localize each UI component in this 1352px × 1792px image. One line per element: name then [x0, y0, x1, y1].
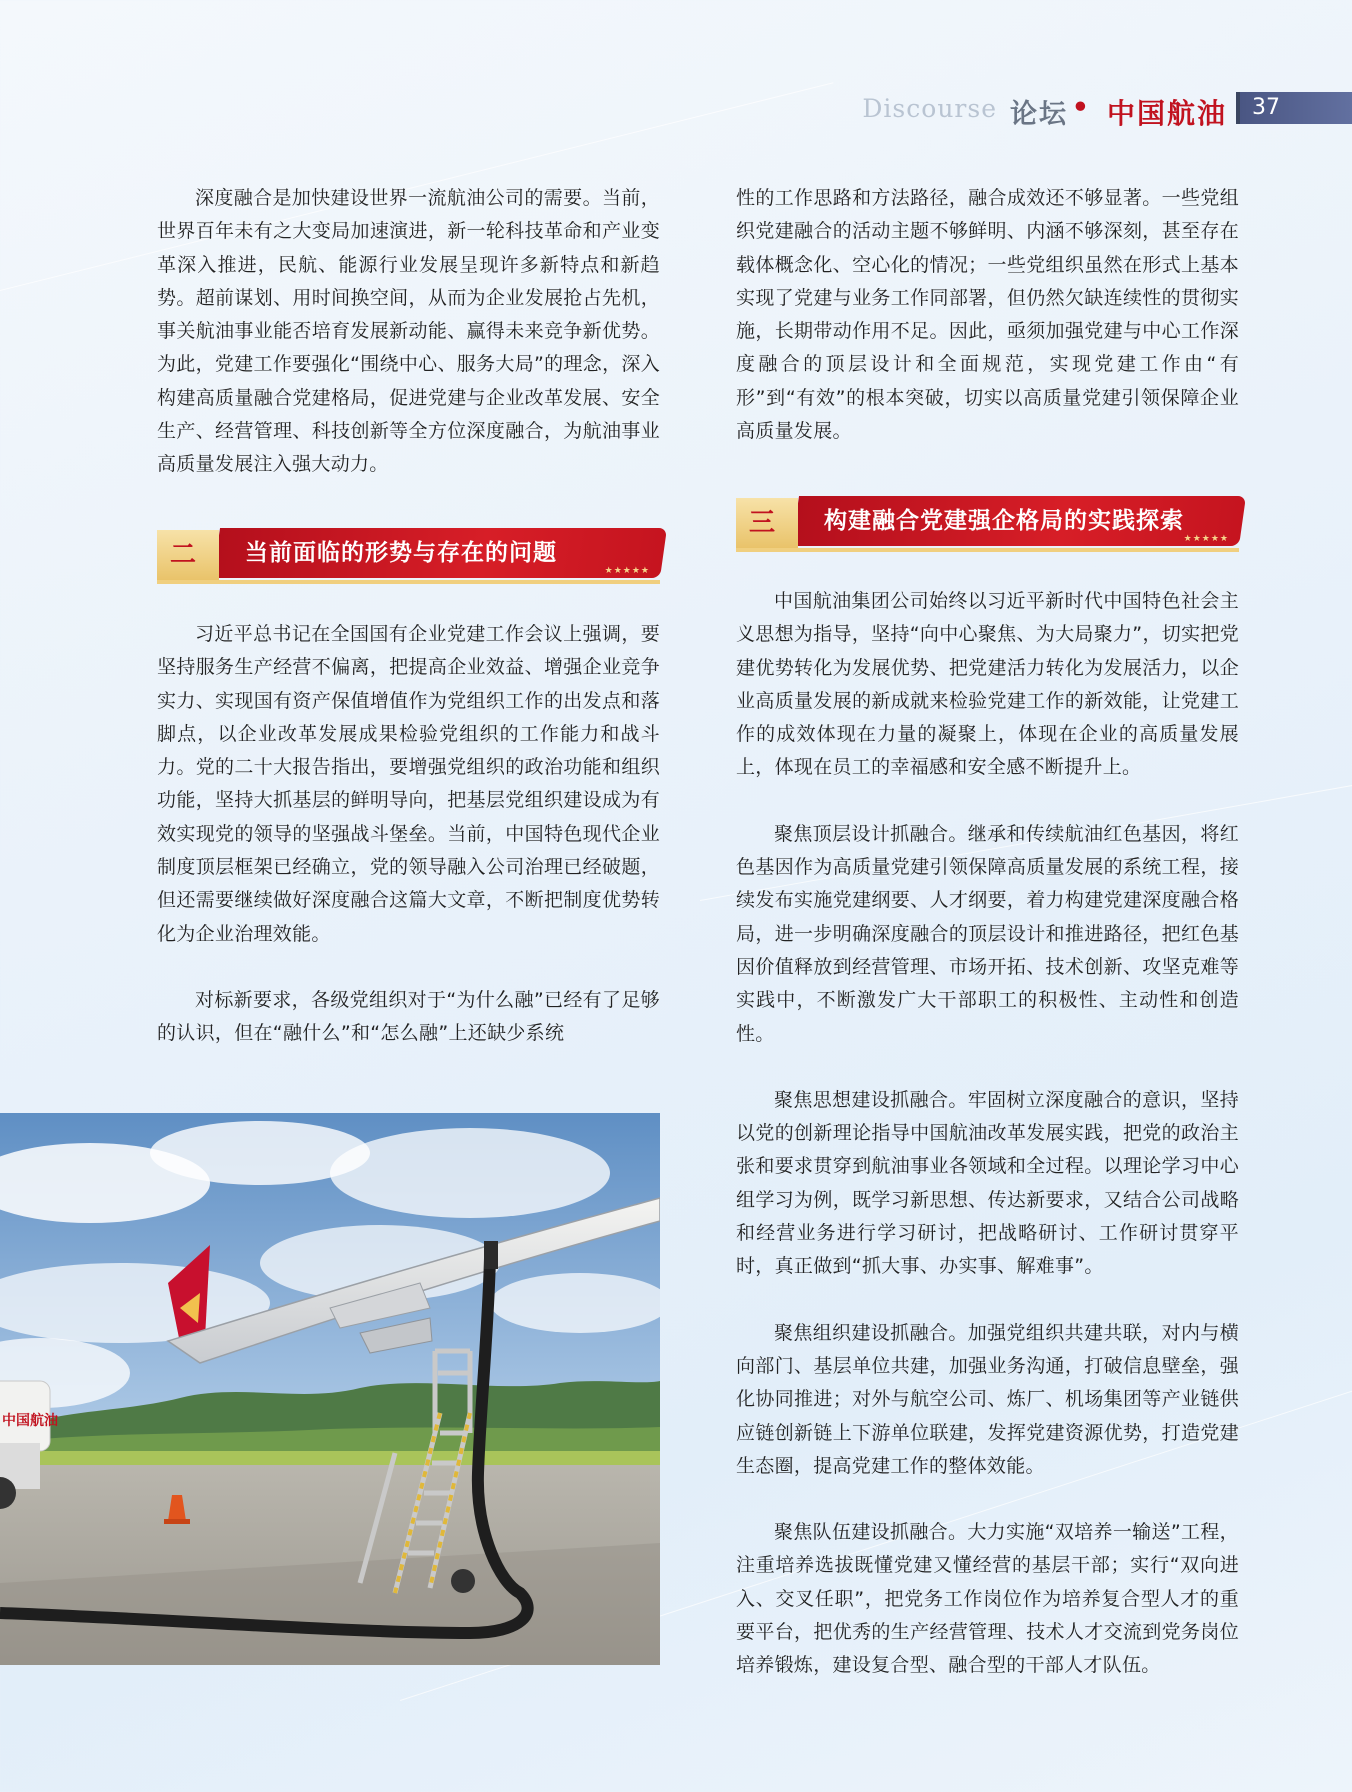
section-number-badge — [736, 498, 798, 548]
tanker-label: 中国航油 — [2, 1413, 58, 1429]
section-number-badge — [157, 530, 219, 580]
left-column-intro — [157, 182, 660, 482]
paragraph: 聚焦队伍建设抓融合。大力实施“双培养一输送”工程，注重培养选拔既懂党建又懂经营的基层干部；实行“双向进入、交叉任职”，把党务工作岗位作为培养复合型人才的重要平台，把优秀的生产经营管理、技术人才交流到党务岗位培养锻炼，建设复合型、融合型的干部人才队伍。 — [736, 1521, 1239, 1677]
magazine-brand: 中国航油 — [1106, 97, 1227, 130]
section-title: 当前面临的形势与存在的问题 — [245, 540, 557, 566]
section-banner-3 — [736, 496, 1239, 548]
paragraph: 习近平总书记在全国国有企业党建工作会议上强调，要坚持服务生产经营不偏离，把提高企业效益、增强企业竞争实力、实现国有资产保值增值作为党组织工作的出发点和落脚点，以企业改革发展成果检验党组织的工作能力和战斗力。党的二十大报告指出，要增强党组织的政治功能和组织功能，坚持大抓基层的鲜明导向，把基层党组织建设成为有效实现党的领导的坚强战斗堡垒。当前，中国特色现代企业制度顶层框架已经确立，党的领导融入公司治理已经破题，但还需要继续做好深度融合这篇大文章，不断把制度优势转化为企业治理效能。 — [157, 623, 660, 945]
paragraph: 性的工作思路和方法路径，融合成效还不够显著。一些党组织党建融合的活动主题不够鲜明、内涵不够深刻，甚至存在载体概念化、空心化的情况；一些党组织虽然在形式上基本实现了党建与业务工作同部署，但仍然欠缺连续性的贯彻实施，长期带动作用不足。因此，亟须加强党建与中心工作深度融合的顶层设计和全面规范，实现党建工作由“有形”到“有效”的根本突破，切实以高质量党建引领保障企业高质量发展。 — [736, 187, 1239, 443]
paragraph: 中国航油集团公司始终以习近平新时代中国特色社会主义思想为指导，坚持“向中心聚焦、为大局聚力”，切实把党建优势转化为发展优势、把党建活力转化为发展活力，以企业高质量发展的新成就来检验党建工作的新效能，让党建工作的成效体现在力量的凝聚上，体现在企业的高质量发展上，体现在员工的幸福感和安全感不断提升上。 — [736, 590, 1239, 779]
section-label-cn: 论坛 — [1010, 99, 1068, 130]
banner-underline — [157, 580, 660, 584]
page-header — [0, 92, 1352, 130]
section-number: 二 — [169, 540, 196, 570]
paragraph: 聚焦组织建设抓融合。加强党组织共建共联，对内与横向部门、基层单位共建，加强业务沟通，打破信息壁垒，强化协同推进；对外与航空公司、炼厂、机场集团等产业链供应链创新链上下游单位联建，发挥党建资源优势，打造党建生态圈，提高党建工作的整体效能。 — [736, 1321, 1239, 1477]
left-column-body — [157, 618, 660, 1051]
header-separator: • — [1071, 92, 1089, 123]
aircraft-refueling-photo — [0, 1113, 660, 1665]
section-title: 构建融合党建强企格局的实践探索 — [824, 508, 1184, 534]
page-number: 37 — [1240, 92, 1352, 124]
intro-paragraph: 深度融合是加快建设世界一流航油公司的需要。当前，世界百年未有之大变局加速演进，新一轮科技革命和产业变革深入推进，民航、能源行业发展呈现许多新特点和新趋势。超前谋划、用时间换空间，从而为企业发展抢占先机，事关航油事业能否培育发展新动能、赢得未来竞争新优势。为此，党建工作要强化“围绕中心、服务大局”的理念，深入构建高质量融合党建格局，促进党建与企业改革发展、安全生产、经营管理、科技创新等全方位深度融合，为航油事业高质量发展注入强大动力。 — [157, 187, 660, 476]
banner-underline — [736, 548, 1239, 552]
right-column-body — [736, 585, 1239, 1683]
paragraph: 聚焦顶层设计抓融合。继承和传续航油红色基因，将红色基因作为高质量党建引领保障高质量发展的系统工程，接续发布实施党建纲要、人才纲要，着力构建党建深度融合格局，进一步明确深度融合的顶层设计和推进路径，把红色基因价值释放到经营管理、市场开拓、技术创新、攻坚克难等实践中，不断激发广大干部职工的积极性、主动性和创造性。 — [736, 822, 1239, 1045]
section-label-en: Discourse — [862, 94, 997, 123]
right-column-continuation — [736, 182, 1239, 448]
section-number: 三 — [748, 508, 775, 538]
star-decoration: ★★★★★ — [604, 566, 650, 576]
star-decoration: ★★★★★ — [1183, 534, 1229, 544]
paragraph: 对标新要求，各级党组织对于“为什么融”已经有了足够的认识，但在“融什么”和“怎么融”上还缺少系统 — [157, 988, 660, 1045]
paragraph: 聚焦思想建设抓融合。牢固树立深度融合的意识，坚持以党的创新理论指导中国航油改革发展实践，把党的政治主张和要求贯穿到航油事业各领域和全过程。以理论学习中心组学习为例，既学习新思想、传达新要求，又结合公司战略和经营业务进行学习研讨，把战略研讨、工作研讨贯穿平时，真正做到“抓大事、办实事、解难事”。 — [736, 1088, 1239, 1278]
section-banner-2 — [157, 528, 660, 580]
